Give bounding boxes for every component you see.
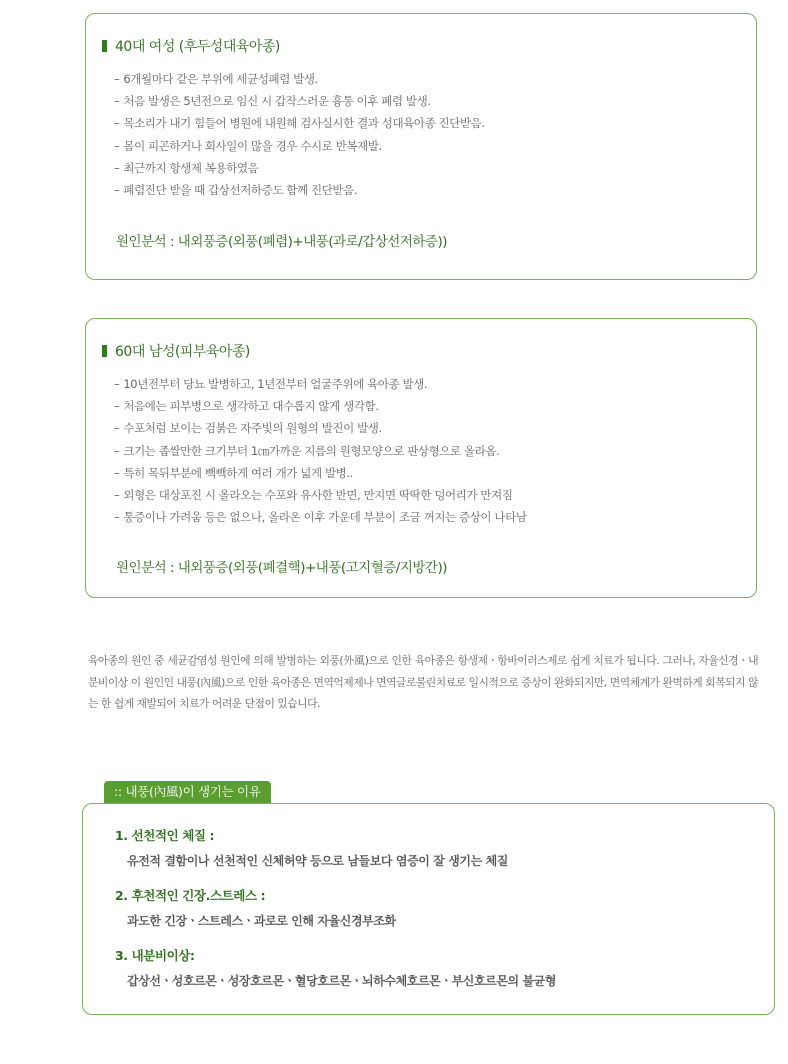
reason-section-tab: :: 내풍(內風)이 생기는 이유 [104, 781, 271, 803]
list-item: – 몸이 피곤하거나 회사일이 많을 경우 수시로 반복재발. [114, 138, 382, 153]
symptom-list [114, 373, 527, 528]
case-box-40s-female [85, 13, 757, 280]
list-item: – 6개월마다 같은 부위에 세균성폐렴 발생. [114, 72, 318, 86]
list-item: – 폐렴진단 받을 때 갑상선저하증도 함께 진단받음. [114, 183, 358, 198]
list-item: – 수포처럼 보이는 검붉은 자주빛의 원형의 발진이 발생. [114, 421, 382, 436]
list-item: – 외형은 대상포진 시 올라오는 수포와 유사한 반면, 만지면 딱딱한 덩어리가 만져짐 [114, 488, 513, 503]
list-item: – 통증이나 가려움 등은 없으나, 올라온 이후 가운데 부분이 조금 꺼지는 증상이 나타남 [114, 510, 527, 525]
list-item: – 최근까지 항생제 복용하였음 [114, 160, 259, 175]
case-box-60s-male [85, 318, 757, 598]
reason-title: 2. 후천적인 긴장.스트레스 : [115, 888, 266, 903]
case-title [102, 36, 280, 56]
symptom-list [114, 68, 485, 201]
list-item: – 처음에는 피부병으로 생각하고 대수롭지 않게 생각함. [114, 399, 379, 414]
reason-title: 3. 내분비이상: [115, 948, 195, 963]
summary-paragraph: 육아종의 원인 중 세균감염성 원인에 의해 발병하는 외풍(外風)으로 인한 육아종은 항생제ㆍ항바이러스제로 쉽게 치료가 됩니다. 그러나, 자율신경ㆍ내분비이상 이 원인인 내풍(內風)으로 인한 육아종은 면역억제제나 면역글로불린치료로 일시적으로 증상이 완화되지만, 면역체계가 완벽하게 회복되지 않는 한 쉽게 재발되어 치료가 어려운 단점이 있습니다. [88, 654, 758, 710]
reason-item-stress [115, 886, 396, 929]
cause-analysis: 원인분석 : 내외풍증(외풍(폐결핵)+내풍(고지혈증/지방간)) [116, 560, 447, 576]
reason-box [82, 803, 775, 1015]
reason-title: 1. 선천적인 체질 : [115, 828, 215, 843]
reason-item-congenital [115, 826, 508, 869]
list-item: – 크기는 좁쌀만한 크기부터 1㎝가까운 지름의 원형모양으로 판상형으로 올라옴. [114, 443, 500, 458]
list-item: – 10년전부터 당뇨 발병하고, 1년전부터 얼굴주위에 육아종 발생. [114, 377, 428, 391]
cause-analysis: 원인분석 : 내외풍증(외풍(폐렴)+내풍(과로/갑상선저하증)) [116, 234, 447, 250]
case-title [102, 341, 250, 361]
reason-item-endocrine [115, 946, 556, 989]
list-item: – 목소리가 내기 힘들어 병원에 내원해 검사실시한 결과 성대육아종 진단받음. [114, 116, 485, 131]
title-marker-icon [102, 345, 107, 357]
reason-description: 유전적 결함이나 선천적인 신체허약 등으로 남들보다 염증이 잘 생기는 체질 [127, 854, 508, 868]
list-item: – 처음 발생은 5년전으로 임신 시 갑작스러운 흉통 이후 폐렴 발생. [114, 94, 431, 109]
reason-description: 갑상선ㆍ성호르몬ㆍ성장호르몬ㆍ혈당호르몬ㆍ뇌하수체호르몬ㆍ부신호르몬의 불균형 [127, 974, 557, 988]
reason-description: 과도한 긴장ㆍ스트레스ㆍ과로로 인해 자율신경부조화 [127, 914, 396, 928]
case-title-text: 40대 여성 (후두성대육아종) [115, 39, 280, 55]
title-marker-icon [102, 40, 107, 52]
case-title-text: 60대 남성(피부육아종) [115, 344, 250, 360]
list-item: – 특히 목뒤부분에 빽빽하게 여러 개가 넓게 발병.. [114, 465, 353, 480]
